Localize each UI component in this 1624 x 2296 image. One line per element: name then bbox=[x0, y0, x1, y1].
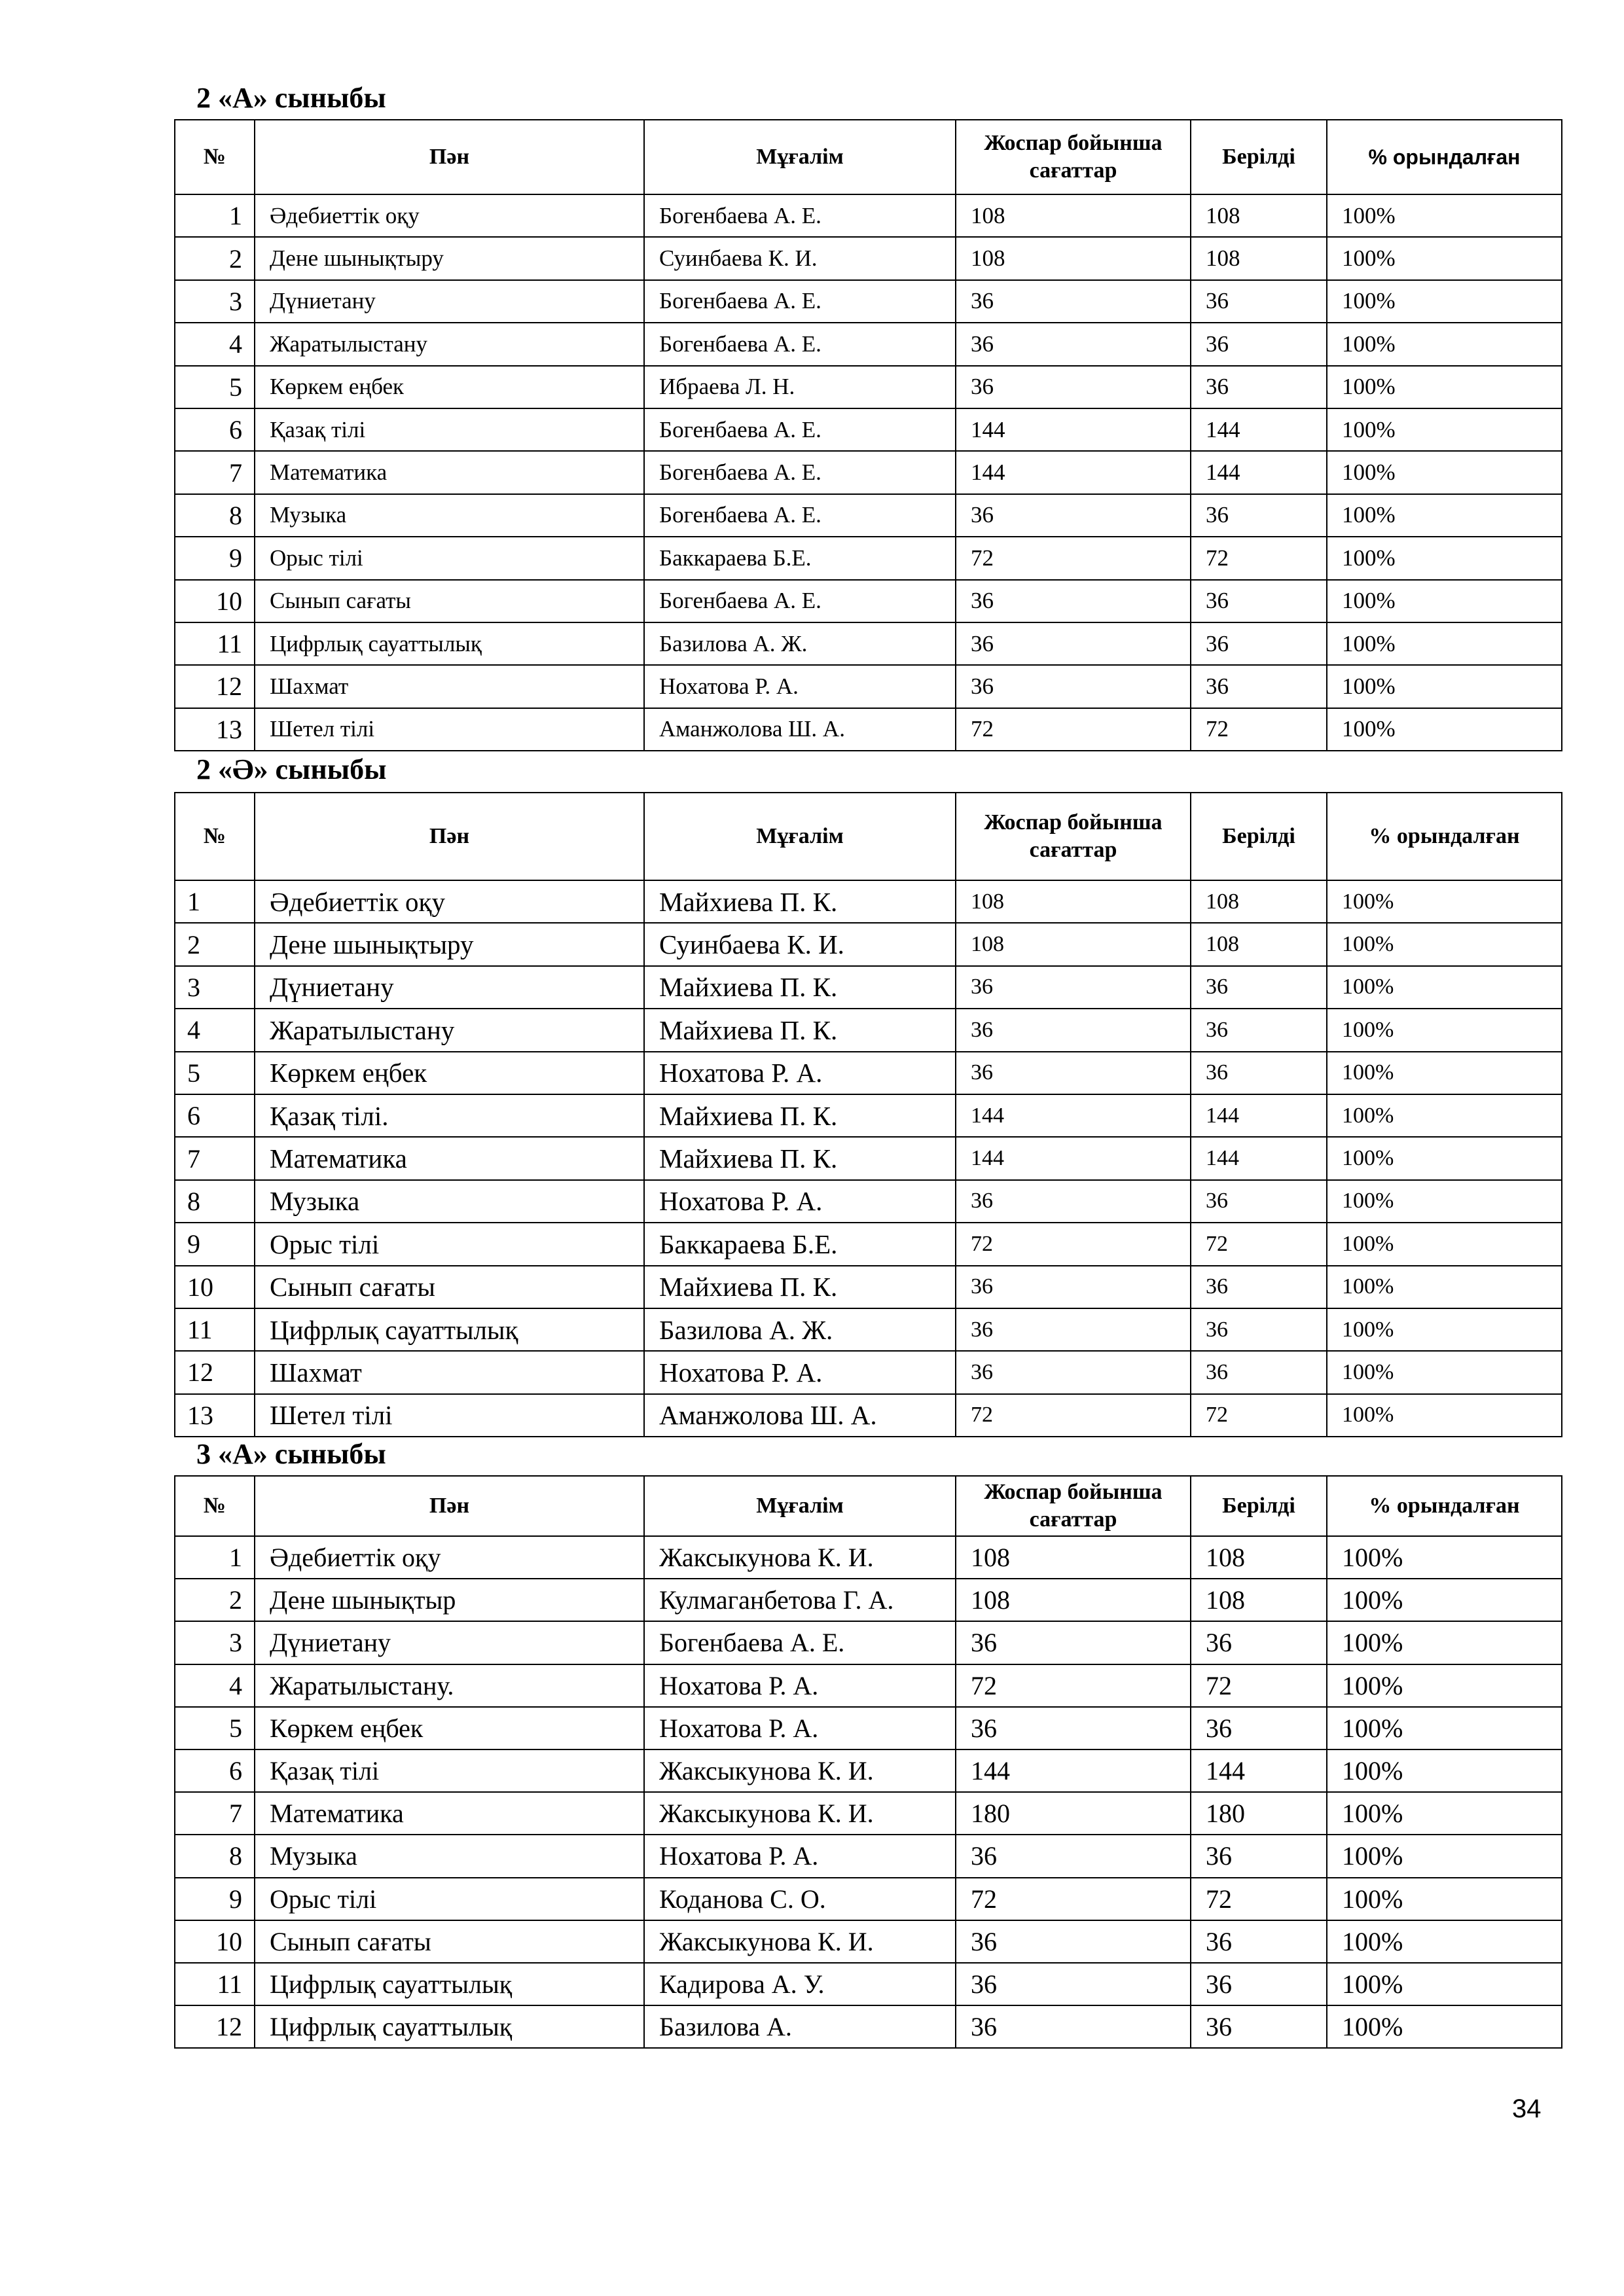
cell-percent: 100% bbox=[1327, 1180, 1562, 1223]
cell-plan-hours: 36 bbox=[956, 1963, 1191, 2005]
cell-teacher: Богенбаева А. Е. bbox=[644, 494, 956, 537]
cell-plan-hours: 72 bbox=[956, 1394, 1191, 1437]
table-row bbox=[175, 323, 1562, 365]
cell-teacher: Базилова А. Ж. bbox=[644, 1308, 956, 1351]
cell-plan-hours: 36 bbox=[956, 323, 1191, 365]
table-row bbox=[175, 1707, 1562, 1749]
cell-plan-hours: 36 bbox=[956, 1621, 1191, 1664]
table-row bbox=[175, 966, 1562, 1009]
col-header-no: № bbox=[175, 793, 255, 880]
cell-no: 2 bbox=[175, 923, 255, 965]
cell-teacher: Жаксыкунова К. И. bbox=[644, 1536, 956, 1579]
cell-subject: Шетел тілі bbox=[255, 1394, 644, 1437]
header-row bbox=[175, 793, 1562, 880]
cell-percent: 100% bbox=[1327, 1137, 1562, 1179]
cell-teacher: Суинбаева К. И. bbox=[644, 923, 956, 965]
cell-no: 6 bbox=[175, 1749, 255, 1792]
cell-given: 72 bbox=[1191, 1394, 1327, 1437]
table-row bbox=[175, 366, 1562, 408]
cell-teacher: Жаксыкунова К. И. bbox=[644, 1920, 956, 1963]
cell-percent: 100% bbox=[1327, 1664, 1562, 1707]
cell-no: 4 bbox=[175, 1009, 255, 1051]
cell-teacher: Баккараева Б.Е. bbox=[644, 1223, 956, 1265]
cell-plan-hours: 36 bbox=[956, 1009, 1191, 1051]
cell-subject: Музыка bbox=[255, 1180, 644, 1223]
cell-subject: Сынып сағаты bbox=[255, 1266, 644, 1308]
cell-teacher: Аманжолова Ш. А. bbox=[644, 1394, 956, 1437]
cell-subject: Қазақ тілі. bbox=[255, 1094, 644, 1137]
cell-subject: Математика bbox=[255, 1137, 644, 1179]
cell-given: 36 bbox=[1191, 2005, 1327, 2048]
cell-teacher: Коданова С. О. bbox=[644, 1878, 956, 1920]
col-header-subject: Пән bbox=[255, 1476, 644, 1536]
cell-subject: Орыс тілі bbox=[255, 1878, 644, 1920]
table-row bbox=[175, 1878, 1562, 1920]
cell-no: 7 bbox=[175, 1792, 255, 1835]
cell-percent: 100% bbox=[1327, 1394, 1562, 1437]
cell-teacher: Кадирова А. У. bbox=[644, 1963, 956, 2005]
cell-subject: Қазақ тілі bbox=[255, 1749, 644, 1792]
cell-teacher: Нохатова Р. А. bbox=[644, 1707, 956, 1749]
table-row bbox=[175, 1223, 1562, 1265]
cell-no: 4 bbox=[175, 1664, 255, 1707]
cell-given: 108 bbox=[1191, 923, 1327, 965]
table-row bbox=[175, 1963, 1562, 2005]
col-header-plan-hours: Жоспар бойынша сағаттар bbox=[956, 120, 1191, 194]
col-header-given: Берілді bbox=[1191, 120, 1327, 194]
cell-subject: Орыс тілі bbox=[255, 537, 644, 579]
cell-no: 11 bbox=[175, 1308, 255, 1351]
cell-percent: 100% bbox=[1327, 1052, 1562, 1094]
cell-given: 108 bbox=[1191, 880, 1327, 923]
cell-given: 36 bbox=[1191, 1920, 1327, 1963]
cell-plan-hours: 144 bbox=[956, 1094, 1191, 1137]
table-row bbox=[175, 1394, 1562, 1437]
col-header-teacher: Мұғалім bbox=[644, 120, 956, 194]
cell-no: 12 bbox=[175, 665, 255, 708]
cell-subject: Цифрлық сауаттылық bbox=[255, 1963, 644, 2005]
cell-no: 5 bbox=[175, 366, 255, 408]
cell-subject: Цифрлық сауаттылық bbox=[255, 622, 644, 665]
cell-given: 36 bbox=[1191, 1707, 1327, 1749]
table-row bbox=[175, 880, 1562, 923]
cell-teacher: Богенбаева А. Е. bbox=[644, 580, 956, 622]
table-row bbox=[175, 1664, 1562, 1707]
cell-subject: Әдебиеттік оқу bbox=[255, 1536, 644, 1579]
table-row bbox=[175, 1266, 1562, 1308]
col-header-plan-hours: Жоспар бойынша сағаттар bbox=[956, 793, 1191, 880]
table-row bbox=[175, 237, 1562, 279]
cell-subject: Қазақ тілі bbox=[255, 408, 644, 451]
cell-plan-hours: 108 bbox=[956, 194, 1191, 237]
cell-given: 144 bbox=[1191, 1137, 1327, 1179]
cell-given: 72 bbox=[1191, 708, 1327, 751]
cell-percent: 100% bbox=[1327, 237, 1562, 279]
cell-teacher: Богенбаева А. Е. bbox=[644, 451, 956, 493]
cell-plan-hours: 108 bbox=[956, 237, 1191, 279]
cell-teacher: Суинбаева К. И. bbox=[644, 237, 956, 279]
cell-teacher: Богенбаева А. Е. bbox=[644, 323, 956, 365]
cell-no: 10 bbox=[175, 1266, 255, 1308]
col-header-subject: Пән bbox=[255, 120, 644, 194]
cell-teacher: Нохатова Р. А. bbox=[644, 1664, 956, 1707]
cell-no: 11 bbox=[175, 622, 255, 665]
cell-percent: 100% bbox=[1327, 1621, 1562, 1664]
cell-percent: 100% bbox=[1327, 1094, 1562, 1137]
table-row bbox=[175, 1621, 1562, 1664]
cell-subject: Музыка bbox=[255, 1835, 644, 1877]
cell-subject: Сынып сағаты bbox=[255, 580, 644, 622]
cell-teacher: Нохатова Р. А. bbox=[644, 665, 956, 708]
cell-teacher: Богенбаева А. Е. bbox=[644, 1621, 956, 1664]
cell-no: 6 bbox=[175, 1094, 255, 1137]
cell-no: 13 bbox=[175, 708, 255, 751]
cell-teacher: Нохатова Р. А. bbox=[644, 1351, 956, 1393]
cell-teacher: Нохатова Р. А. bbox=[644, 1180, 956, 1223]
cell-percent: 100% bbox=[1327, 2005, 1562, 2048]
cell-plan-hours: 36 bbox=[956, 1351, 1191, 1393]
table-row bbox=[175, 923, 1562, 965]
cell-percent: 100% bbox=[1327, 1351, 1562, 1393]
cell-percent: 100% bbox=[1327, 1749, 1562, 1792]
cell-no: 1 bbox=[175, 880, 255, 923]
cell-given: 36 bbox=[1191, 323, 1327, 365]
col-header-subject: Пән bbox=[255, 793, 644, 880]
cell-percent: 100% bbox=[1327, 1878, 1562, 1920]
cell-plan-hours: 36 bbox=[956, 580, 1191, 622]
cell-teacher: Майхиева П. К. bbox=[644, 1137, 956, 1179]
cell-given: 108 bbox=[1191, 194, 1327, 237]
page-number: 34 bbox=[1512, 2094, 1542, 2123]
cell-plan-hours: 36 bbox=[956, 966, 1191, 1009]
cell-subject: Көркем еңбек bbox=[255, 1707, 644, 1749]
cell-no: 8 bbox=[175, 1180, 255, 1223]
cell-no: 3 bbox=[175, 280, 255, 323]
cell-percent: 100% bbox=[1327, 1707, 1562, 1749]
cell-plan-hours: 36 bbox=[956, 494, 1191, 537]
cell-no: 5 bbox=[175, 1052, 255, 1094]
cell-subject: Дене шынықтыр bbox=[255, 1579, 644, 1621]
cell-no: 2 bbox=[175, 1579, 255, 1621]
table-row bbox=[175, 280, 1562, 323]
cell-subject: Математика bbox=[255, 1792, 644, 1835]
cell-subject: Дүниетану bbox=[255, 1621, 644, 1664]
cell-percent: 100% bbox=[1327, 323, 1562, 365]
cell-percent: 100% bbox=[1327, 451, 1562, 493]
cell-no: 8 bbox=[175, 1835, 255, 1877]
cell-plan-hours: 144 bbox=[956, 408, 1191, 451]
col-header-given: Берілді bbox=[1191, 793, 1327, 880]
cell-plan-hours: 144 bbox=[956, 1749, 1191, 1792]
cell-plan-hours: 36 bbox=[956, 1180, 1191, 1223]
hours-table bbox=[174, 1475, 1562, 2049]
cell-plan-hours: 36 bbox=[956, 1707, 1191, 1749]
table-row bbox=[175, 1009, 1562, 1051]
cell-given: 108 bbox=[1191, 1579, 1327, 1621]
cell-given: 36 bbox=[1191, 1963, 1327, 2005]
cell-teacher: Нохатова Р. А. bbox=[644, 1052, 956, 1094]
col-header-no: № bbox=[175, 1476, 255, 1536]
cell-plan-hours: 144 bbox=[956, 1137, 1191, 1179]
cell-teacher: Богенбаева А. Е. bbox=[644, 280, 956, 323]
cell-given: 36 bbox=[1191, 1351, 1327, 1393]
cell-no: 3 bbox=[175, 966, 255, 1009]
cell-teacher: Жаксыкунова К. И. bbox=[644, 1749, 956, 1792]
cell-no: 10 bbox=[175, 1920, 255, 1963]
cell-no: 4 bbox=[175, 323, 255, 365]
cell-percent: 100% bbox=[1327, 366, 1562, 408]
cell-plan-hours: 36 bbox=[956, 1920, 1191, 1963]
cell-no: 13 bbox=[175, 1394, 255, 1437]
cell-given: 36 bbox=[1191, 1835, 1327, 1877]
cell-plan-hours: 36 bbox=[956, 622, 1191, 665]
cell-subject: Жаратылыстану bbox=[255, 323, 644, 365]
cell-subject: Жаратылыстану. bbox=[255, 1664, 644, 1707]
cell-percent: 100% bbox=[1327, 494, 1562, 537]
cell-teacher: Базилова А. bbox=[644, 2005, 956, 2048]
cell-no: 2 bbox=[175, 237, 255, 279]
cell-subject: Әдебиеттік оқу bbox=[255, 194, 644, 237]
header-row bbox=[175, 1476, 1562, 1536]
cell-no: 3 bbox=[175, 1621, 255, 1664]
cell-given: 36 bbox=[1191, 1052, 1327, 1094]
cell-plan-hours: 72 bbox=[956, 537, 1191, 579]
cell-percent: 100% bbox=[1327, 1536, 1562, 1579]
cell-subject: Шахмат bbox=[255, 1351, 644, 1393]
table-row bbox=[175, 1351, 1562, 1393]
cell-given: 36 bbox=[1191, 1009, 1327, 1051]
cell-plan-hours: 180 bbox=[956, 1792, 1191, 1835]
cell-percent: 100% bbox=[1327, 1009, 1562, 1051]
cell-given: 36 bbox=[1191, 280, 1327, 323]
cell-given: 36 bbox=[1191, 966, 1327, 1009]
cell-teacher: Нохатова Р. А. bbox=[644, 1835, 956, 1877]
section-title: 2 «А» сыныбы bbox=[196, 82, 386, 114]
table-row bbox=[175, 580, 1562, 622]
cell-plan-hours: 108 bbox=[956, 1536, 1191, 1579]
cell-plan-hours: 144 bbox=[956, 451, 1191, 493]
cell-subject: Музыка bbox=[255, 494, 644, 537]
cell-given: 108 bbox=[1191, 1536, 1327, 1579]
header-row bbox=[175, 120, 1562, 194]
cell-plan-hours: 36 bbox=[956, 366, 1191, 408]
table-row bbox=[175, 451, 1562, 493]
cell-teacher: Богенбаева А. Е. bbox=[644, 408, 956, 451]
cell-no: 12 bbox=[175, 2005, 255, 2048]
cell-subject: Әдебиеттік оқу bbox=[255, 880, 644, 923]
cell-percent: 100% bbox=[1327, 966, 1562, 1009]
cell-subject: Дене шынықтыру bbox=[255, 237, 644, 279]
table-row bbox=[175, 1180, 1562, 1223]
cell-percent: 100% bbox=[1327, 665, 1562, 708]
col-header-plan-hours: Жоспар бойынша сағаттар bbox=[956, 1476, 1191, 1536]
cell-plan-hours: 36 bbox=[956, 665, 1191, 708]
cell-percent: 100% bbox=[1327, 923, 1562, 965]
cell-plan-hours: 72 bbox=[956, 708, 1191, 751]
cell-percent: 100% bbox=[1327, 408, 1562, 451]
cell-teacher: Аманжолова Ш. А. bbox=[644, 708, 956, 751]
cell-given: 108 bbox=[1191, 237, 1327, 279]
cell-no: 1 bbox=[175, 194, 255, 237]
cell-teacher: Майхиева П. К. bbox=[644, 1266, 956, 1308]
table-row bbox=[175, 1308, 1562, 1351]
cell-no: 9 bbox=[175, 537, 255, 579]
cell-given: 72 bbox=[1191, 1878, 1327, 1920]
cell-given: 36 bbox=[1191, 366, 1327, 408]
cell-percent: 100% bbox=[1327, 708, 1562, 751]
cell-plan-hours: 36 bbox=[956, 1835, 1191, 1877]
cell-given: 72 bbox=[1191, 1223, 1327, 1265]
col-header-given: Берілді bbox=[1191, 1476, 1327, 1536]
cell-subject: Шахмат bbox=[255, 665, 644, 708]
cell-percent: 100% bbox=[1327, 194, 1562, 237]
cell-given: 72 bbox=[1191, 1664, 1327, 1707]
cell-given: 180 bbox=[1191, 1792, 1327, 1835]
cell-percent: 100% bbox=[1327, 1963, 1562, 2005]
cell-no: 11 bbox=[175, 1963, 255, 2005]
table-row bbox=[175, 494, 1562, 537]
cell-given: 36 bbox=[1191, 580, 1327, 622]
cell-subject: Дүниетану bbox=[255, 280, 644, 323]
cell-no: 8 bbox=[175, 494, 255, 537]
table-row bbox=[175, 2005, 1562, 2048]
cell-percent: 100% bbox=[1327, 1266, 1562, 1308]
table-row bbox=[175, 1579, 1562, 1621]
table-row bbox=[175, 708, 1562, 751]
table-row bbox=[175, 1835, 1562, 1877]
table-row bbox=[175, 665, 1562, 708]
cell-no: 7 bbox=[175, 1137, 255, 1179]
table-row bbox=[175, 1094, 1562, 1137]
cell-no: 9 bbox=[175, 1878, 255, 1920]
cell-given: 144 bbox=[1191, 408, 1327, 451]
cell-teacher: Базилова А. Ж. bbox=[644, 622, 956, 665]
col-header-teacher: Мұғалім bbox=[644, 793, 956, 880]
cell-teacher: Баккараева Б.Е. bbox=[644, 537, 956, 579]
cell-no: 7 bbox=[175, 451, 255, 493]
cell-no: 1 bbox=[175, 1536, 255, 1579]
cell-plan-hours: 36 bbox=[956, 2005, 1191, 2048]
cell-teacher: Майхиева П. К. bbox=[644, 1009, 956, 1051]
cell-subject: Орыс тілі bbox=[255, 1223, 644, 1265]
cell-plan-hours: 36 bbox=[956, 280, 1191, 323]
cell-plan-hours: 36 bbox=[956, 1266, 1191, 1308]
cell-plan-hours: 108 bbox=[956, 1579, 1191, 1621]
col-header-percent: % орындалған bbox=[1327, 120, 1562, 194]
cell-subject: Дене шынықтыру bbox=[255, 923, 644, 965]
section-title: 3 «А» сыныбы bbox=[196, 1438, 386, 1470]
cell-subject: Көркем еңбек bbox=[255, 366, 644, 408]
cell-subject: Сынып сағаты bbox=[255, 1920, 644, 1963]
cell-given: 36 bbox=[1191, 665, 1327, 708]
cell-given: 36 bbox=[1191, 494, 1327, 537]
table-row bbox=[175, 537, 1562, 579]
cell-given: 72 bbox=[1191, 537, 1327, 579]
cell-subject: Математика bbox=[255, 451, 644, 493]
cell-plan-hours: 72 bbox=[956, 1878, 1191, 1920]
cell-teacher: Майхиева П. К. bbox=[644, 880, 956, 923]
cell-percent: 100% bbox=[1327, 1792, 1562, 1835]
table-row bbox=[175, 622, 1562, 665]
hours-table bbox=[174, 119, 1562, 751]
cell-teacher: Майхиева П. К. bbox=[644, 966, 956, 1009]
section-title: 2 «Ә» сыныбы bbox=[196, 753, 387, 785]
cell-subject: Цифрлық сауаттылық bbox=[255, 2005, 644, 2048]
hours-table bbox=[174, 792, 1562, 1437]
cell-teacher: Богенбаева А. Е. bbox=[644, 194, 956, 237]
cell-percent: 100% bbox=[1327, 1920, 1562, 1963]
table-row bbox=[175, 194, 1562, 237]
cell-percent: 100% bbox=[1327, 580, 1562, 622]
cell-plan-hours: 108 bbox=[956, 923, 1191, 965]
cell-percent: 100% bbox=[1327, 880, 1562, 923]
cell-teacher: Жаксыкунова К. И. bbox=[644, 1792, 956, 1835]
cell-percent: 100% bbox=[1327, 280, 1562, 323]
cell-plan-hours: 72 bbox=[956, 1664, 1191, 1707]
cell-plan-hours: 36 bbox=[956, 1052, 1191, 1094]
cell-percent: 100% bbox=[1327, 1308, 1562, 1351]
cell-percent: 100% bbox=[1327, 1223, 1562, 1265]
table-row bbox=[175, 1920, 1562, 1963]
cell-subject: Көркем еңбек bbox=[255, 1052, 644, 1094]
cell-given: 144 bbox=[1191, 1749, 1327, 1792]
cell-no: 10 bbox=[175, 580, 255, 622]
cell-given: 36 bbox=[1191, 1266, 1327, 1308]
cell-given: 36 bbox=[1191, 1308, 1327, 1351]
cell-percent: 100% bbox=[1327, 1579, 1562, 1621]
cell-no: 12 bbox=[175, 1351, 255, 1393]
cell-percent: 100% bbox=[1327, 622, 1562, 665]
cell-plan-hours: 36 bbox=[956, 1308, 1191, 1351]
cell-plan-hours: 72 bbox=[956, 1223, 1191, 1265]
cell-no: 6 bbox=[175, 408, 255, 451]
cell-given: 36 bbox=[1191, 1621, 1327, 1664]
cell-percent: 100% bbox=[1327, 537, 1562, 579]
cell-given: 144 bbox=[1191, 451, 1327, 493]
table-row bbox=[175, 1792, 1562, 1835]
cell-subject: Жаратылыстану bbox=[255, 1009, 644, 1051]
col-header-teacher: Мұғалім bbox=[644, 1476, 956, 1536]
table-row bbox=[175, 1536, 1562, 1579]
table-row bbox=[175, 408, 1562, 451]
cell-teacher: Майхиева П. К. bbox=[644, 1094, 956, 1137]
col-header-no: № bbox=[175, 120, 255, 194]
col-header-percent: % орындалған bbox=[1327, 793, 1562, 880]
cell-given: 144 bbox=[1191, 1094, 1327, 1137]
col-header-percent: % орындалған bbox=[1327, 1476, 1562, 1536]
cell-no: 9 bbox=[175, 1223, 255, 1265]
table-row bbox=[175, 1749, 1562, 1792]
table-row bbox=[175, 1052, 1562, 1094]
cell-plan-hours: 108 bbox=[956, 880, 1191, 923]
cell-teacher: Кулмаганбетова Г. А. bbox=[644, 1579, 956, 1621]
cell-subject: Шетел тілі bbox=[255, 708, 644, 751]
cell-percent: 100% bbox=[1327, 1835, 1562, 1877]
cell-teacher: Ибраева Л. Н. bbox=[644, 366, 956, 408]
cell-subject: Дүниетану bbox=[255, 966, 644, 1009]
table-row bbox=[175, 1137, 1562, 1179]
cell-no: 5 bbox=[175, 1707, 255, 1749]
cell-given: 36 bbox=[1191, 1180, 1327, 1223]
cell-given: 36 bbox=[1191, 622, 1327, 665]
cell-subject: Цифрлық сауаттылық bbox=[255, 1308, 644, 1351]
